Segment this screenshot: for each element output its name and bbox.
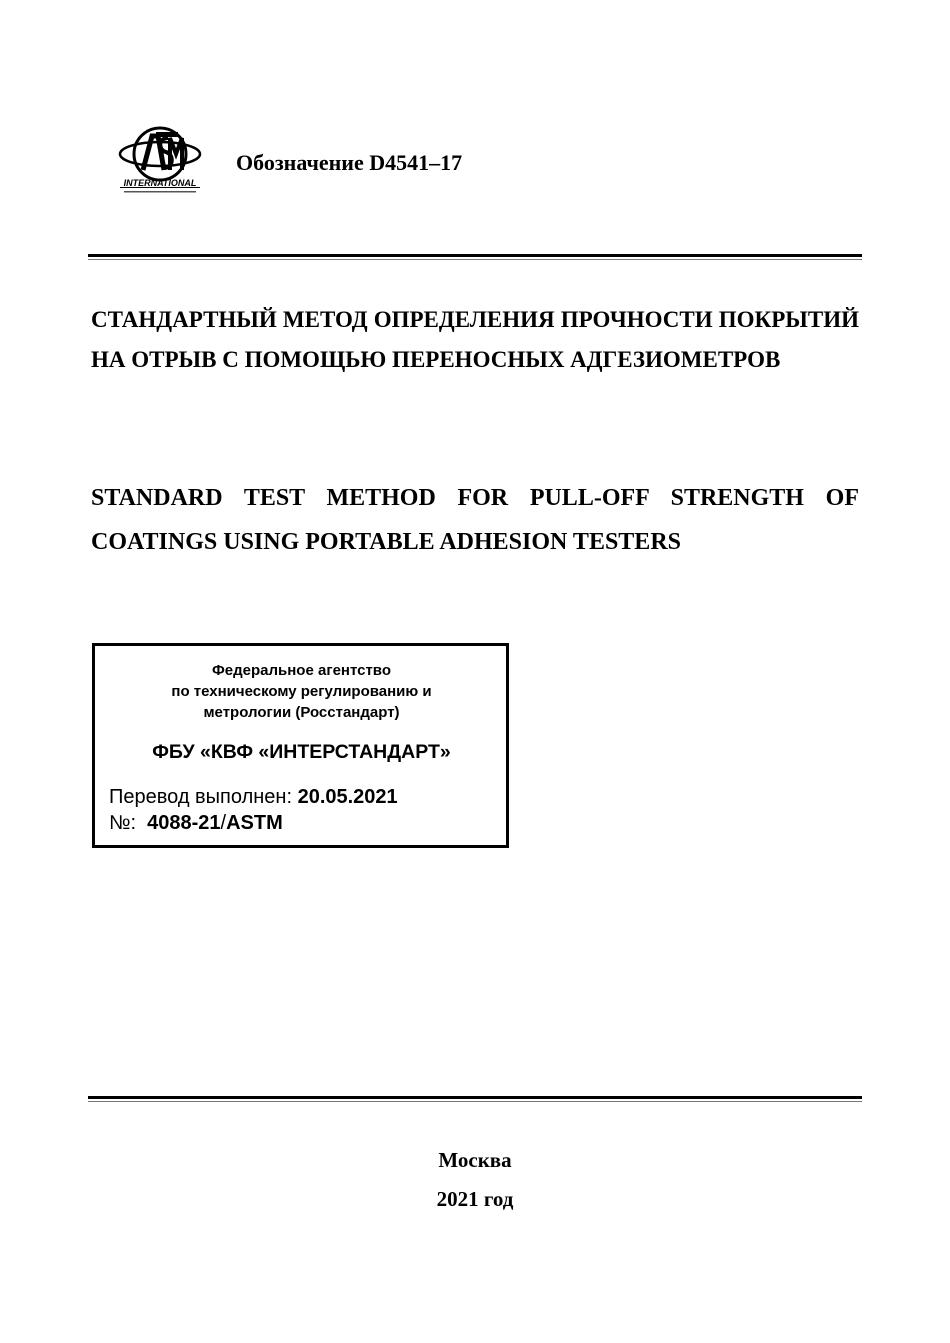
agency-name: Федеральное агентство по техническому регулированию и метрологии (Росстандарт) [171, 662, 432, 721]
title-english: STANDARD TEST METHOD FOR PULL-OFF STRENGTH OF COATINGS USING PORTABLE ADHESION TESTERS [91, 485, 859, 555]
organization-name: ФБУ «КВФ «ИНТЕРСТАНДАРТ» [152, 741, 451, 763]
bottom-divider [88, 1096, 862, 1102]
translation-date: Перевод выполнен: 20.05.2021 [109, 786, 398, 808]
astm-logo [118, 124, 202, 200]
title-russian: СТАНДАРТНЫЙ МЕТОД ОПРЕДЕЛЕНИЯ ПРОЧНОСТИ ПОКРЫТИЙ НА ОТРЫВ С ПОМОЩЬЮ ПЕРЕНОСНЫХ АДГЕЗИОМЕТРОВ [91, 307, 859, 372]
publication-year: 2021 год [436, 1187, 514, 1211]
publication-city: Москва [438, 1148, 512, 1172]
translation-stamp [92, 643, 509, 848]
astm-international-logo-icon [118, 124, 202, 200]
document-designation: Обозначение D4541–17 [236, 150, 463, 175]
top-divider [88, 254, 862, 260]
logo-text: INTERNATIONAL [123, 178, 197, 188]
translation-number: №: 4088-21/ASTM [109, 812, 283, 834]
